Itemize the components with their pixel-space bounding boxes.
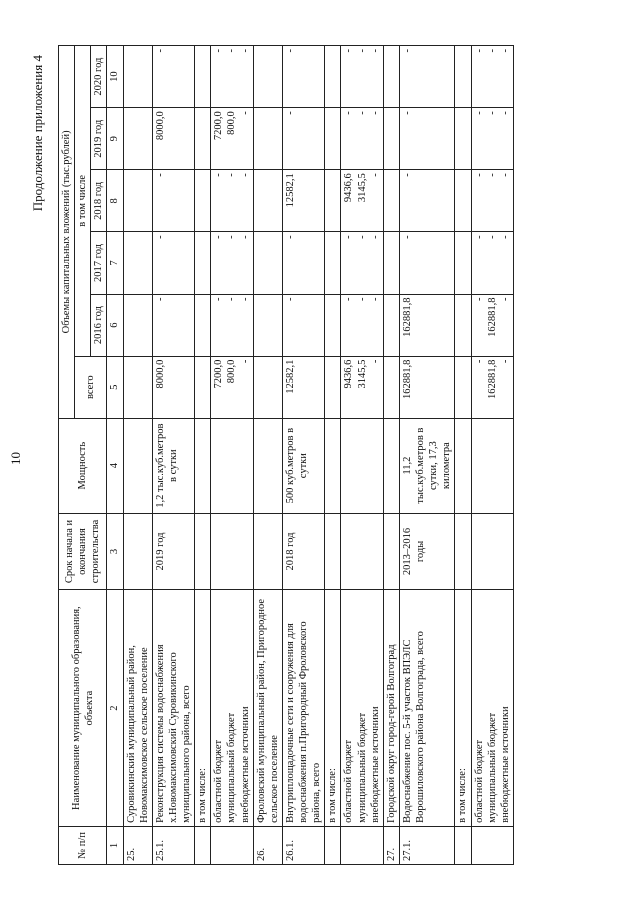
row-year-value: - 162881,8 -	[471, 294, 513, 356]
column-number: 10	[107, 46, 123, 108]
row-term	[455, 513, 471, 590]
table-row	[341, 46, 383, 865]
table-row	[455, 46, 471, 865]
row-name: Реконструкция системы водоснабжения х.Новомаксимовский Суровикинского муниципального района, всего	[152, 590, 194, 826]
row-year-value	[195, 232, 211, 294]
row-name: Городской округ город-герой Волгоград	[383, 590, 399, 826]
row-total: 9436,6 3145,5 -	[341, 356, 383, 418]
column-number: 7	[107, 232, 123, 294]
table-row	[282, 46, 324, 865]
row-term	[253, 513, 282, 590]
row-year-value: -	[282, 294, 324, 356]
row-total: 162881,8	[399, 356, 455, 418]
row-year-value: - - -	[211, 294, 253, 356]
row-capacity	[383, 418, 399, 513]
row-year-value	[123, 108, 152, 170]
header-name: Наименование муниципального образования, объекта	[59, 590, 107, 826]
table-row	[152, 46, 194, 865]
row-capacity	[341, 418, 383, 513]
row-term	[383, 513, 399, 590]
row-year-value: - - -	[471, 170, 513, 232]
row-number	[341, 826, 383, 864]
row-year-value: - - -	[211, 46, 253, 108]
row-year-value: -	[152, 46, 194, 108]
row-term	[211, 513, 253, 590]
row-term: 2019 год	[152, 513, 194, 590]
row-total	[455, 356, 471, 418]
row-capacity	[123, 418, 152, 513]
row-year-value	[123, 170, 152, 232]
row-year-value: -	[152, 294, 194, 356]
row-year-value: - - -	[341, 108, 383, 170]
row-year-value	[383, 46, 399, 108]
table-row	[195, 46, 211, 865]
row-year-value	[123, 232, 152, 294]
row-capacity	[325, 418, 341, 513]
row-total	[383, 356, 399, 418]
page-number: 10	[8, 452, 23, 465]
table-row	[325, 46, 341, 865]
column-number: 5	[107, 356, 123, 418]
table-row	[399, 46, 455, 865]
row-term	[123, 513, 152, 590]
table-row	[471, 46, 513, 865]
column-number: 3	[107, 513, 123, 590]
row-year-value	[195, 170, 211, 232]
row-year-value	[383, 170, 399, 232]
row-year-value	[455, 232, 471, 294]
row-year-value	[253, 170, 282, 232]
header-year: 2020 год	[91, 46, 107, 108]
row-year-value	[253, 232, 282, 294]
row-capacity: 1,2 тыс.куб.метров в сутки	[152, 418, 194, 513]
row-term	[471, 513, 513, 590]
row-number	[195, 826, 211, 864]
row-capacity: 11,2 тыс.куб.метров в сутки, 17,3 километра	[399, 418, 455, 513]
row-year-value: -	[282, 46, 324, 108]
row-year-value: - - -	[341, 46, 383, 108]
column-number: 8	[107, 170, 123, 232]
row-number: 27.1.	[399, 826, 455, 864]
row-total	[123, 356, 152, 418]
row-total: - 162881,8 -	[471, 356, 513, 418]
column-number: 2	[107, 590, 123, 826]
row-year-value	[253, 46, 282, 108]
row-name: областной бюджет муниципальный бюджет внебюджетные источники	[471, 590, 513, 826]
row-year-value	[123, 294, 152, 356]
row-total: 7200,0 800,0 -	[211, 356, 253, 418]
header-year: 2019 год	[91, 108, 107, 170]
column-number: 9	[107, 108, 123, 170]
row-year-value: 9436,6 3145,5 -	[341, 170, 383, 232]
row-term	[325, 513, 341, 590]
row-year-value: 12582,1	[282, 170, 324, 232]
row-total	[253, 356, 282, 418]
row-year-value: -	[152, 170, 194, 232]
column-number: 6	[107, 294, 123, 356]
row-number: 27.	[383, 826, 399, 864]
row-name: в том числе:	[455, 590, 471, 826]
table-row	[253, 46, 282, 865]
row-year-value: -	[282, 108, 324, 170]
row-year-value	[195, 46, 211, 108]
row-year-value	[455, 170, 471, 232]
row-name: Фроловский муниципальный район, Пригородное сельское поселение	[253, 590, 282, 826]
row-year-value: - - -	[341, 294, 383, 356]
row-year-value	[325, 46, 341, 108]
row-capacity	[471, 418, 513, 513]
row-term: 2013–2016 годы	[399, 513, 455, 590]
row-year-value	[325, 294, 341, 356]
header-volumes: Объемы капитальных вложений (тыс.рублей)	[59, 46, 75, 419]
row-year-value	[195, 108, 211, 170]
table-row	[123, 46, 152, 865]
row-year-value	[325, 108, 341, 170]
row-name: в том числе:	[195, 590, 211, 826]
row-year-value: 8000,0	[152, 108, 194, 170]
row-year-value	[383, 294, 399, 356]
row-year-value: - - -	[211, 170, 253, 232]
header-capacity: Мощность	[59, 418, 107, 513]
row-number	[471, 826, 513, 864]
row-year-value: -	[282, 232, 324, 294]
row-name: областной бюджет муниципальный бюджет внебюджетные источники	[341, 590, 383, 826]
table-row	[211, 46, 253, 865]
row-term	[195, 513, 211, 590]
row-year-value	[325, 232, 341, 294]
header-total: всего	[75, 356, 107, 418]
row-year-value: -	[399, 232, 455, 294]
row-year-value	[253, 294, 282, 356]
row-number: 25.1.	[152, 826, 194, 864]
row-capacity	[253, 418, 282, 513]
row-capacity	[211, 418, 253, 513]
row-name: Водоснабжение пос. 5-й участок ВПЭЛС Ворошиловского района Волгограда, всего	[399, 590, 455, 826]
column-number: 1	[107, 826, 123, 864]
row-year-value	[195, 294, 211, 356]
row-year-value	[455, 294, 471, 356]
row-number: 25.	[123, 826, 152, 864]
header-year: 2018 год	[91, 170, 107, 232]
header-no: № п/п	[59, 826, 107, 864]
row-name: Внутриплощадочные сети и сооружения для водоснабжения п.Пригородный Фроловского района, всего	[282, 590, 324, 826]
row-year-value: 7200,0 800,0 -	[211, 108, 253, 170]
row-year-value	[383, 108, 399, 170]
row-year-value: -	[399, 170, 455, 232]
header-incl: в том числе	[75, 46, 91, 357]
table-body	[123, 46, 513, 865]
header-term: Срок начала и окончания строительства	[59, 513, 107, 590]
column-number-row	[107, 46, 123, 865]
row-year-value: - - -	[211, 232, 253, 294]
row-year-value: -	[152, 232, 194, 294]
row-number	[325, 826, 341, 864]
row-year-value: 162881,8	[399, 294, 455, 356]
row-year-value	[325, 170, 341, 232]
row-year-value	[455, 46, 471, 108]
row-total	[325, 356, 341, 418]
row-year-value: - - -	[471, 108, 513, 170]
table-row	[383, 46, 399, 865]
investment-table	[58, 45, 514, 865]
header-year: 2016 год	[91, 294, 107, 356]
row-number	[455, 826, 471, 864]
row-capacity: 500 куб.метров в сутки	[282, 418, 324, 513]
row-number: 26.1.	[282, 826, 324, 864]
row-year-value: -	[399, 46, 455, 108]
row-capacity	[195, 418, 211, 513]
row-year-value: - - -	[471, 232, 513, 294]
row-year-value: -	[399, 108, 455, 170]
header-year: 2017 год	[91, 232, 107, 294]
row-year-value: - - -	[341, 232, 383, 294]
row-name: областной бюджет муниципальный бюджет внебюджетные источники	[211, 590, 253, 826]
column-number: 4	[107, 418, 123, 513]
row-year-value	[253, 108, 282, 170]
row-total: 12582,1	[282, 356, 324, 418]
row-total: 8000,0	[152, 356, 194, 418]
row-total	[195, 356, 211, 418]
row-number: 26.	[253, 826, 282, 864]
row-number	[211, 826, 253, 864]
row-term: 2018 год	[282, 513, 324, 590]
row-year-value: - - -	[471, 46, 513, 108]
continuation-title: Продолжение приложения 4	[30, 55, 45, 212]
row-term	[341, 513, 383, 590]
row-year-value	[383, 232, 399, 294]
row-name: в том числе:	[325, 590, 341, 826]
row-year-value	[123, 46, 152, 108]
row-name: Суровикинский муниципальный район, Новомаксимовское сельское поселение	[123, 590, 152, 826]
row-year-value	[455, 108, 471, 170]
row-capacity	[455, 418, 471, 513]
